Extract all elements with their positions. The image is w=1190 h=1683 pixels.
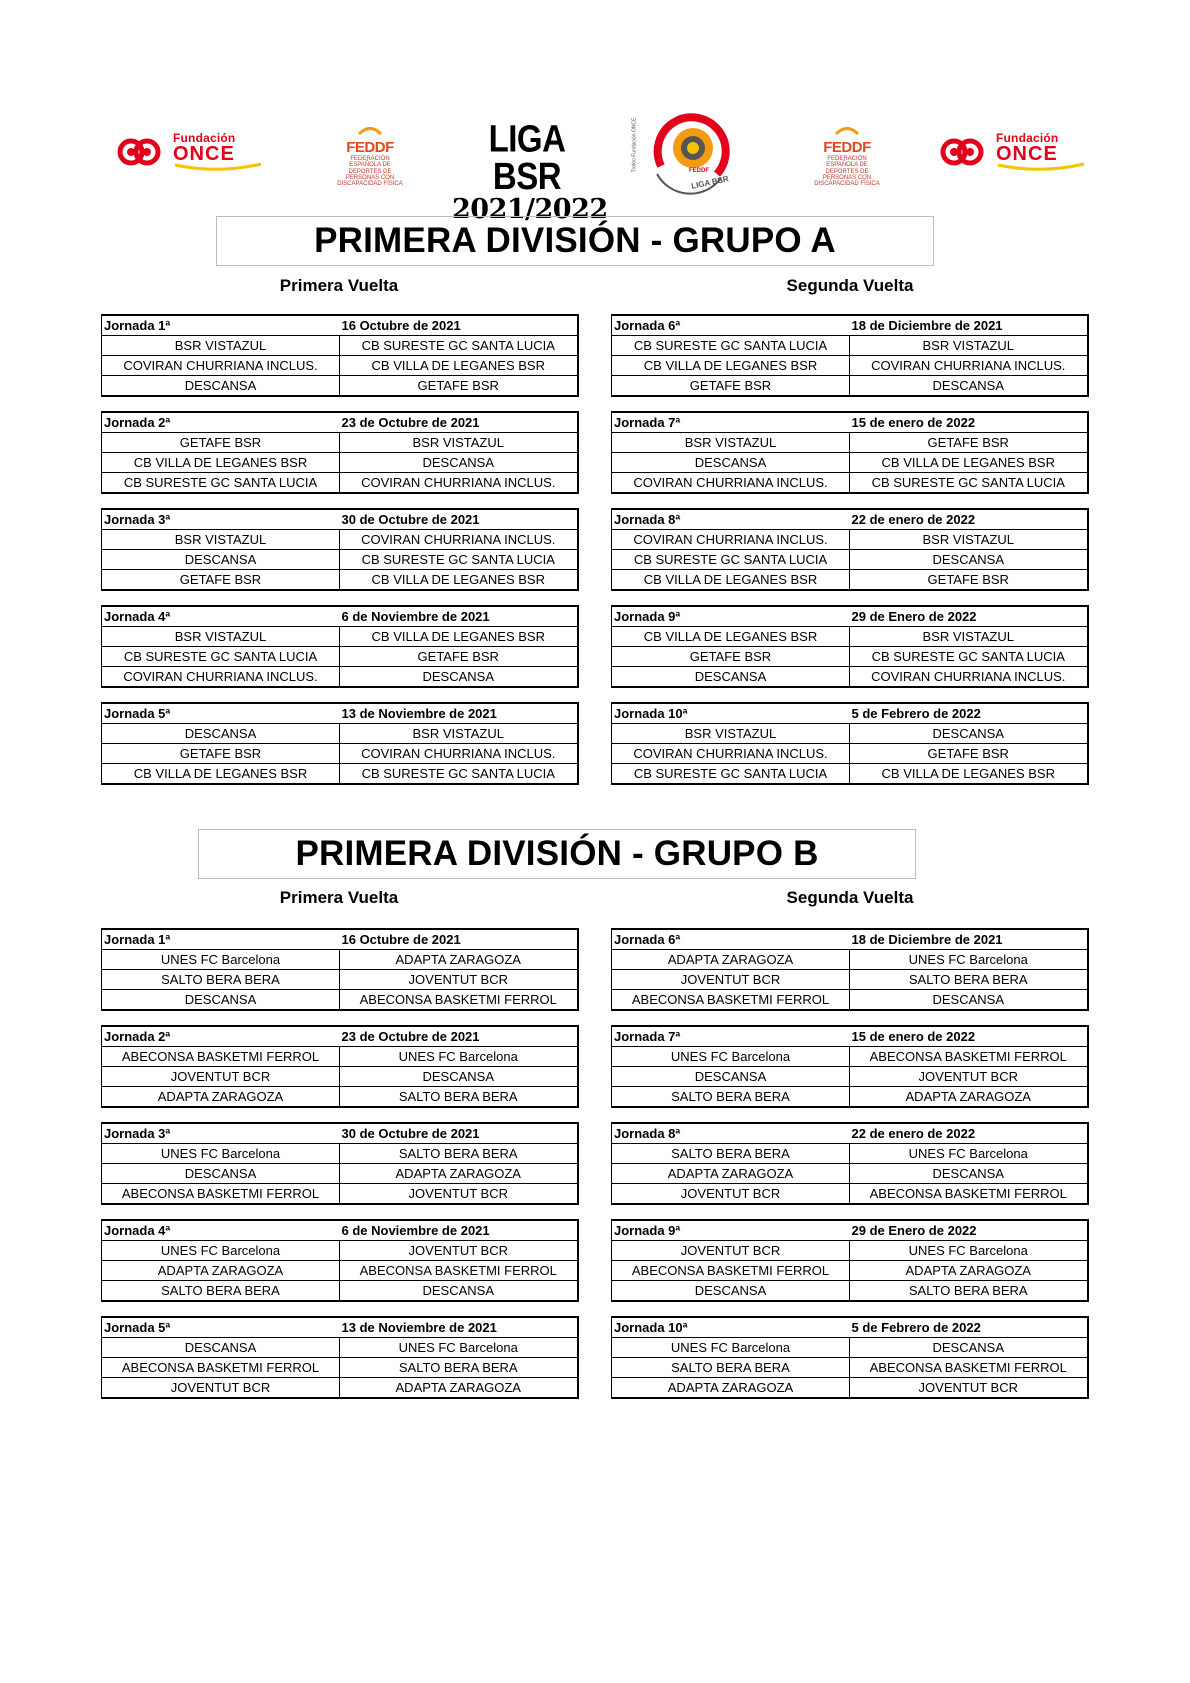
jornada-date: 30 de Octubre de 2021 [340, 509, 578, 530]
away-team: BSR VISTAZUL [340, 724, 578, 744]
home-team: DESCANSA [612, 1067, 850, 1087]
home-team: JOVENTUT BCR [612, 970, 850, 990]
home-team: DESCANSA [102, 1338, 340, 1358]
away-team: ABECONSA BASKETMI FERROL [850, 1358, 1088, 1378]
jornada-table [101, 411, 579, 494]
group-b-first-round-label: Primera Vuelta [279, 888, 399, 907]
match-row [612, 1067, 1088, 1087]
away-team: SALTO BERA BERA [850, 1281, 1088, 1302]
match-row [102, 570, 578, 591]
home-team: DESCANSA [612, 667, 850, 688]
home-team: JOVENTUT BCR [102, 1378, 340, 1399]
away-team: ABECONSA BASKETMI FERROL [850, 1047, 1088, 1067]
jornada-label: Jornada 4ª [102, 1220, 340, 1241]
away-team: CB SURESTE GC SANTA LUCIA [340, 550, 578, 570]
match-row [102, 1241, 578, 1261]
match-row [102, 764, 578, 785]
jornada-date: 23 de Octubre de 2021 [340, 1026, 578, 1047]
home-team: JOVENTUT BCR [612, 1184, 850, 1205]
home-team: BSR VISTAZUL [102, 627, 340, 647]
fundacion-once-logo-right [940, 130, 1086, 174]
jornada-date: 15 de enero de 2022 [850, 412, 1088, 433]
liga-bsr-logo [452, 116, 608, 225]
match-row [612, 1087, 1088, 1108]
jornada-date: 16 Octubre de 2021 [340, 929, 578, 950]
match-row [612, 1281, 1088, 1302]
fundacion-text: Fundación [996, 131, 1059, 145]
home-team: COVIRAN CHURRIANA INCLUS. [612, 744, 850, 764]
jornada-date: 5 de Febrero de 2022 [850, 1317, 1088, 1338]
match-row [102, 1067, 578, 1087]
feddf-flame-icon [832, 125, 862, 135]
home-team: SALTO BERA BERA [102, 1281, 340, 1302]
jornada-table [611, 508, 1089, 591]
match-row [102, 744, 578, 764]
home-team: DESCANSA [102, 990, 340, 1011]
match-row [102, 376, 578, 397]
jornada-label: Jornada 7ª [612, 412, 850, 433]
match-row [102, 1378, 578, 1399]
home-team: DESCANSA [102, 724, 340, 744]
away-team: DESCANSA [850, 376, 1088, 397]
match-row [612, 1144, 1088, 1164]
match-row [102, 990, 578, 1011]
away-team: UNES FC Barcelona [850, 1144, 1088, 1164]
jornada-date: 18 de Diciembre de 2021 [850, 929, 1088, 950]
away-team: JOVENTUT BCR [340, 1241, 578, 1261]
home-team: CB SURESTE GC SANTA LUCIA [612, 336, 850, 356]
away-team: ABECONSA BASKETMI FERROL [850, 1184, 1088, 1205]
away-team: SALTO BERA BERA [340, 1358, 578, 1378]
home-team: JOVENTUT BCR [102, 1067, 340, 1087]
match-row [102, 356, 578, 376]
match-row [102, 473, 578, 494]
away-team: CB SURESTE GC SANTA LUCIA [850, 473, 1088, 494]
home-team: DESCANSA [612, 1281, 850, 1302]
away-team: SALTO BERA BERA [340, 1144, 578, 1164]
jornada-date: 29 de Enero de 2022 [850, 606, 1088, 627]
match-row [612, 1047, 1088, 1067]
jornada-date: 29 de Enero de 2022 [850, 1220, 1088, 1241]
away-team: BSR VISTAZUL [850, 627, 1088, 647]
jornada-label: Jornada 9ª [612, 1220, 850, 1241]
match-row [612, 473, 1088, 494]
jornada-label: Jornada 6ª [612, 929, 850, 950]
away-team: ADAPTA ZARAGOZA [850, 1087, 1088, 1108]
feddf-logo-left [335, 122, 405, 187]
jornada-label: Jornada 8ª [612, 1123, 850, 1144]
jornada-label: Jornada 2ª [102, 1026, 340, 1047]
home-team: ADAPTA ZARAGOZA [612, 950, 850, 970]
match-row [102, 1358, 578, 1378]
jornada-table [101, 605, 579, 688]
away-team: CB VILLA DE LEGANES BSR [340, 627, 578, 647]
jornada-date: 18 de Diciembre de 2021 [850, 315, 1088, 336]
feddf-subtitle: FEDERACIÓN ESPAÑOLA DE DEPORTES DE PERSONAS CON DISCAPACIDAD FÍSICA [814, 156, 880, 188]
home-team: GETAFE BSR [102, 433, 340, 453]
match-row [612, 1378, 1088, 1399]
match-row [102, 724, 578, 744]
home-team: SALTO BERA BERA [102, 970, 340, 990]
jornada-table [611, 314, 1089, 397]
away-team: JOVENTUT BCR [340, 970, 578, 990]
match-row [612, 1164, 1088, 1184]
jornada-table [101, 928, 579, 1011]
match-row [612, 376, 1088, 397]
match-row [102, 1281, 578, 1302]
away-team: CB VILLA DE LEGANES BSR [340, 356, 578, 376]
once-rings-icon [940, 135, 992, 169]
trophy-ring-text: Trofeo Fundación ONCE [631, 117, 638, 173]
away-team: DESCANSA [850, 550, 1088, 570]
home-team: CB SURESTE GC SANTA LUCIA [102, 473, 340, 494]
liga-season: 2021/2022 [452, 194, 608, 225]
match-row [612, 667, 1088, 688]
away-team: JOVENTUT BCR [850, 1067, 1088, 1087]
away-team: GETAFE BSR [340, 376, 578, 397]
away-team: CB SURESTE GC SANTA LUCIA [340, 336, 578, 356]
away-team: UNES FC Barcelona [340, 1047, 578, 1067]
match-row [102, 1184, 578, 1205]
home-team: CB SURESTE GC SANTA LUCIA [102, 647, 340, 667]
jornada-table [611, 702, 1089, 785]
jornada-table [101, 508, 579, 591]
trophy-text: LIGA BSR [690, 174, 730, 191]
away-team: ABECONSA BASKETMI FERROL [340, 990, 578, 1011]
home-team: CB VILLA DE LEGANES BSR [102, 764, 340, 785]
home-team: CB SURESTE GC SANTA LUCIA [612, 764, 850, 785]
away-team: ADAPTA ZARAGOZA [340, 1378, 578, 1399]
away-team: DESCANSA [850, 1164, 1088, 1184]
away-team: CB VILLA DE LEGANES BSR [340, 570, 578, 591]
match-row [102, 647, 578, 667]
match-row [102, 433, 578, 453]
jornada-table [611, 1316, 1089, 1399]
away-team: UNES FC Barcelona [340, 1338, 578, 1358]
away-team: DESCANSA [340, 1281, 578, 1302]
match-row [612, 550, 1088, 570]
group-a-first-round-label: Primera Vuelta [279, 276, 399, 295]
jornada-table [101, 1025, 579, 1108]
jornada-date: 6 de Noviembre de 2021 [340, 606, 578, 627]
home-team: CB VILLA DE LEGANES BSR [612, 627, 850, 647]
feddf-flame-icon [355, 125, 385, 135]
match-row [102, 1047, 578, 1067]
away-team: COVIRAN CHURRIANA INCLUS. [850, 356, 1088, 376]
away-team: ADAPTA ZARAGOZA [340, 950, 578, 970]
home-team: ABECONSA BASKETMI FERROL [102, 1358, 340, 1378]
match-row [612, 1241, 1088, 1261]
feddf-title: FEDDF [346, 139, 394, 156]
feddf-title: FEDDF [823, 139, 871, 156]
jornada-table [611, 605, 1089, 688]
jornada-label: Jornada 4ª [102, 606, 340, 627]
away-team: BSR VISTAZUL [850, 530, 1088, 550]
match-row [102, 1144, 578, 1164]
home-team: ADAPTA ZARAGOZA [612, 1378, 850, 1399]
away-team: JOVENTUT BCR [340, 1184, 578, 1205]
jornada-date: 6 de Noviembre de 2021 [340, 1220, 578, 1241]
home-team: UNES FC Barcelona [102, 1241, 340, 1261]
home-team: JOVENTUT BCR [612, 1241, 850, 1261]
match-row [612, 970, 1088, 990]
jornada-label: Jornada 2ª [102, 412, 340, 433]
home-team: GETAFE BSR [612, 647, 850, 667]
jornada-label: Jornada 6ª [612, 315, 850, 336]
match-row [102, 667, 578, 688]
home-team: ABECONSA BASKETMI FERROL [612, 1261, 850, 1281]
home-team: CB VILLA DE LEGANES BSR [612, 356, 850, 376]
jornada-date: 30 de Octubre de 2021 [340, 1123, 578, 1144]
jornada-table [611, 928, 1089, 1011]
home-team: DESCANSA [102, 1164, 340, 1184]
away-team: CB VILLA DE LEGANES BSR [850, 453, 1088, 473]
match-row [612, 724, 1088, 744]
once-rings-icon [117, 135, 169, 169]
fundacion-text: Fundación [173, 131, 236, 145]
once-text: ONCE [173, 143, 235, 165]
away-team: COVIRAN CHURRIANA INCLUS. [340, 744, 578, 764]
away-team: BSR VISTAZUL [340, 433, 578, 453]
trofeo-liga-bsr-logo [631, 112, 739, 196]
group-a-second-round-label: Segunda Vuelta [786, 276, 914, 295]
away-team: ABECONSA BASKETMI FERROL [340, 1261, 578, 1281]
jornada-label: Jornada 3ª [102, 509, 340, 530]
match-row [102, 627, 578, 647]
match-row [612, 570, 1088, 591]
home-team: COVIRAN CHURRIANA INCLUS. [612, 530, 850, 550]
jornada-table [611, 1025, 1089, 1108]
jornada-date: 15 de enero de 2022 [850, 1026, 1088, 1047]
jornada-date: 22 de enero de 2022 [850, 1123, 1088, 1144]
jornada-table [101, 702, 579, 785]
away-team: UNES FC Barcelona [850, 1241, 1088, 1261]
jornada-table [101, 1316, 579, 1399]
home-team: CB SURESTE GC SANTA LUCIA [612, 550, 850, 570]
away-team: DESCANSA [850, 724, 1088, 744]
jornada-label: Jornada 3ª [102, 1123, 340, 1144]
away-team: DESCANSA [850, 1338, 1088, 1358]
match-row [612, 764, 1088, 785]
home-team: CB VILLA DE LEGANES BSR [102, 453, 340, 473]
match-row [612, 950, 1088, 970]
match-row [102, 1338, 578, 1358]
jornada-label: Jornada 10ª [612, 703, 850, 724]
away-team: DESCANSA [850, 990, 1088, 1011]
home-team: GETAFE BSR [102, 744, 340, 764]
jornada-table [101, 314, 579, 397]
match-row [612, 530, 1088, 550]
match-row [612, 744, 1088, 764]
home-team: ADAPTA ZARAGOZA [102, 1261, 340, 1281]
jornada-label: Jornada 1ª [102, 929, 340, 950]
home-team: COVIRAN CHURRIANA INCLUS. [102, 356, 340, 376]
home-team: CB VILLA DE LEGANES BSR [612, 570, 850, 591]
jornada-date: 22 de enero de 2022 [850, 509, 1088, 530]
feddf-subtitle: FEDERACIÓN ESPAÑOLA DE DEPORTES DE PERSONAS CON DISCAPACIDAD FÍSICA [337, 156, 403, 188]
home-team: GETAFE BSR [612, 376, 850, 397]
jornada-date: 5 de Febrero de 2022 [850, 703, 1088, 724]
home-team: SALTO BERA BERA [612, 1087, 850, 1108]
trophy-badge: FEDDF [689, 168, 709, 174]
away-team: UNES FC Barcelona [850, 950, 1088, 970]
match-row [102, 530, 578, 550]
match-row [612, 336, 1088, 356]
home-team: DESCANSA [612, 453, 850, 473]
home-team: DESCANSA [102, 550, 340, 570]
match-row [612, 627, 1088, 647]
away-team: ADAPTA ZARAGOZA [340, 1164, 578, 1184]
home-team: UNES FC Barcelona [102, 1144, 340, 1164]
away-team: DESCANSA [340, 1067, 578, 1087]
match-row [612, 1184, 1088, 1205]
home-team: BSR VISTAZUL [612, 724, 850, 744]
home-team: GETAFE BSR [102, 570, 340, 591]
jornada-table [611, 1219, 1089, 1302]
match-row [102, 453, 578, 473]
match-row [102, 336, 578, 356]
home-team: COVIRAN CHURRIANA INCLUS. [102, 667, 340, 688]
match-row [612, 433, 1088, 453]
jornada-date: 13 de Noviembre de 2021 [340, 1317, 578, 1338]
match-row [612, 1338, 1088, 1358]
away-team: GETAFE BSR [850, 744, 1088, 764]
match-row [102, 1261, 578, 1281]
away-team: CB SURESTE GC SANTA LUCIA [850, 647, 1088, 667]
jornada-date: 23 de Octubre de 2021 [340, 412, 578, 433]
jornada-label: Jornada 5ª [102, 703, 340, 724]
jornada-label: Jornada 9ª [612, 606, 850, 627]
jornada-label: Jornada 1ª [102, 315, 340, 336]
jornada-date: 16 Octubre de 2021 [340, 315, 578, 336]
home-team: UNES FC Barcelona [612, 1047, 850, 1067]
home-team: BSR VISTAZUL [102, 530, 340, 550]
match-row [102, 970, 578, 990]
home-team: UNES FC Barcelona [102, 950, 340, 970]
match-row [612, 1358, 1088, 1378]
away-team: COVIRAN CHURRIANA INCLUS. [340, 473, 578, 494]
fundacion-once-logo-left [117, 130, 263, 174]
away-team: GETAFE BSR [340, 647, 578, 667]
home-team: ABECONSA BASKETMI FERROL [612, 990, 850, 1011]
home-team: ABECONSA BASKETMI FERROL [102, 1184, 340, 1205]
once-text: ONCE [996, 143, 1058, 165]
group-b-title: PRIMERA DIVISIÓN - GRUPO B [198, 829, 916, 879]
home-team: ADAPTA ZARAGOZA [612, 1164, 850, 1184]
liga-title: LIGA BSR [488, 116, 566, 198]
away-team: DESCANSA [340, 453, 578, 473]
match-row [102, 550, 578, 570]
match-row [102, 1164, 578, 1184]
away-team: DESCANSA [340, 667, 578, 688]
away-team: ADAPTA ZARAGOZA [850, 1261, 1088, 1281]
match-row [102, 1087, 578, 1108]
jornada-table [611, 1122, 1089, 1205]
away-team: BSR VISTAZUL [850, 336, 1088, 356]
group-a-title: PRIMERA DIVISIÓN - GRUPO A [216, 216, 934, 266]
match-row [612, 453, 1088, 473]
home-team: COVIRAN CHURRIANA INCLUS. [612, 473, 850, 494]
home-team: ABECONSA BASKETMI FERROL [102, 1047, 340, 1067]
jornada-label: Jornada 7ª [612, 1026, 850, 1047]
away-team: GETAFE BSR [850, 433, 1088, 453]
home-team: UNES FC Barcelona [612, 1338, 850, 1358]
match-row [612, 990, 1088, 1011]
away-team: COVIRAN CHURRIANA INCLUS. [850, 667, 1088, 688]
match-row [102, 950, 578, 970]
away-team: JOVENTUT BCR [850, 1378, 1088, 1399]
jornada-table [101, 1219, 579, 1302]
jornada-label: Jornada 10ª [612, 1317, 850, 1338]
match-row [612, 356, 1088, 376]
home-team: ADAPTA ZARAGOZA [102, 1087, 340, 1108]
away-team: SALTO BERA BERA [850, 970, 1088, 990]
jornada-label: Jornada 5ª [102, 1317, 340, 1338]
match-row [612, 1261, 1088, 1281]
match-row [612, 647, 1088, 667]
home-team: BSR VISTAZUL [102, 336, 340, 356]
jornada-table [611, 411, 1089, 494]
jornada-label: Jornada 8ª [612, 509, 850, 530]
away-team: CB VILLA DE LEGANES BSR [850, 764, 1088, 785]
jornada-date: 13 de Noviembre de 2021 [340, 703, 578, 724]
home-team: SALTO BERA BERA [612, 1358, 850, 1378]
feddf-logo-right [812, 122, 882, 187]
home-team: SALTO BERA BERA [612, 1144, 850, 1164]
away-team: CB SURESTE GC SANTA LUCIA [340, 764, 578, 785]
jornada-table [101, 1122, 579, 1205]
away-team: GETAFE BSR [850, 570, 1088, 591]
away-team: COVIRAN CHURRIANA INCLUS. [340, 530, 578, 550]
home-team: DESCANSA [102, 376, 340, 397]
home-team: BSR VISTAZUL [612, 433, 850, 453]
group-b-second-round-label: Segunda Vuelta [786, 888, 914, 907]
away-team: SALTO BERA BERA [340, 1087, 578, 1108]
